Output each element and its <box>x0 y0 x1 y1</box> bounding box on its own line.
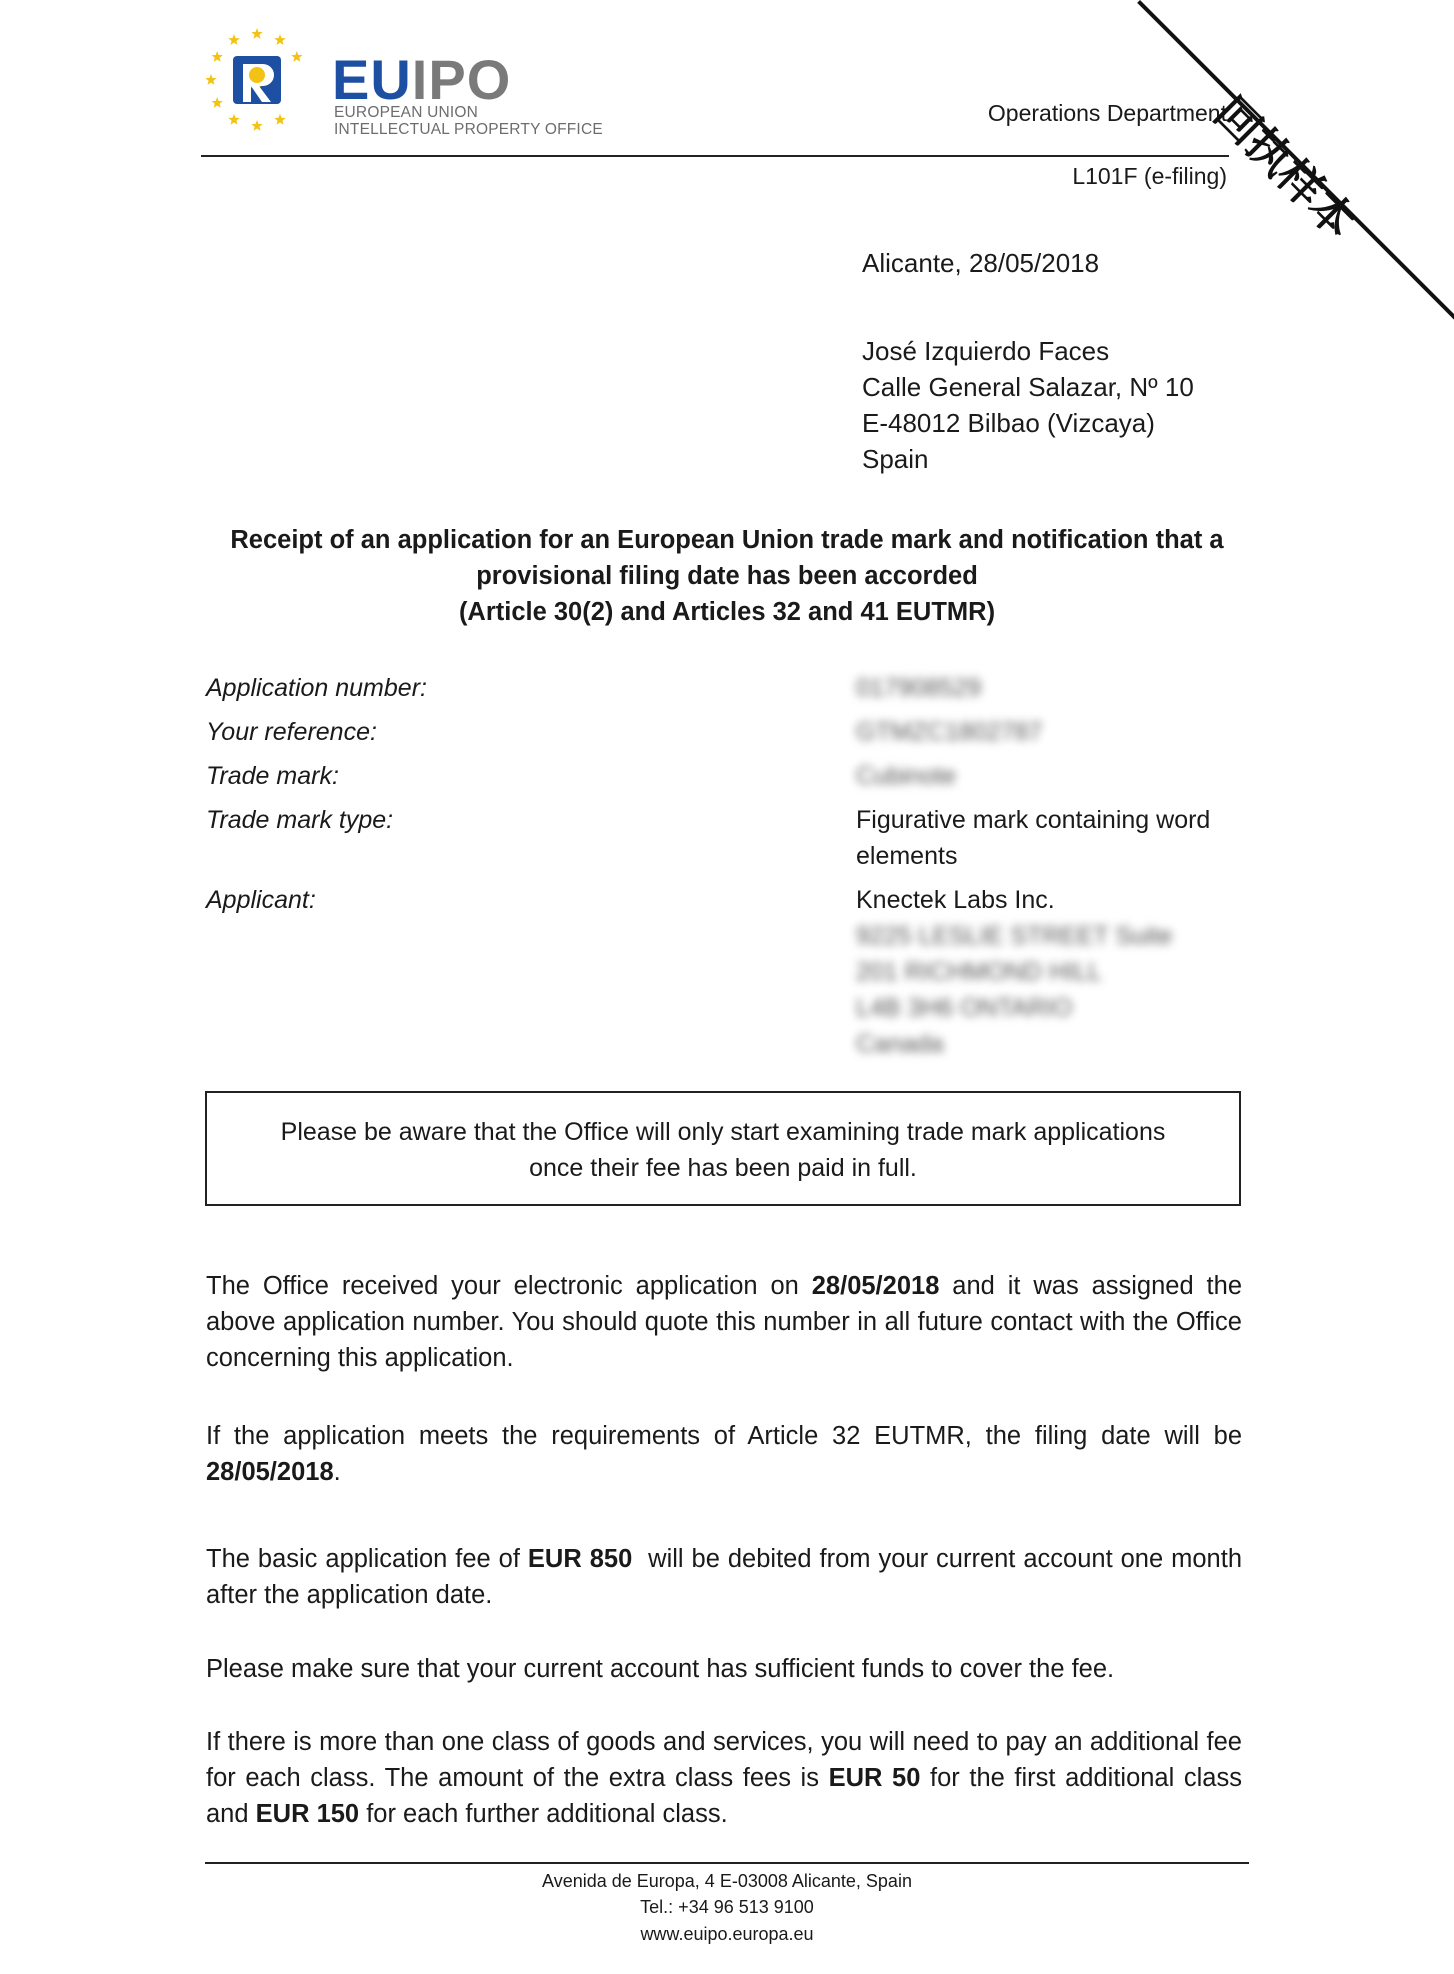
logo-star-icon <box>228 114 239 125</box>
header-divider <box>201 155 1229 157</box>
footer-address: Avenida de Europa, 4 E-03008 Alicante, Spain <box>542 1871 912 1891</box>
applicant-address-line: Canada <box>856 1030 944 1058</box>
addressee-line: Calle General Salazar, Nº 10 <box>862 372 1194 402</box>
paragraph-text: If the application meets the requirements of Article 32 EUTMR, the filing date will be <box>206 1422 1242 1450</box>
logo-star-icon <box>211 51 222 62</box>
logo-subtitle-line2: INTELLECTUAL PROPERTY OFFICE <box>334 121 603 138</box>
logo-subtitle <box>334 104 603 138</box>
paragraph-text: The Office received your electronic application on <box>206 1272 812 1300</box>
logo-circle-icon <box>249 67 265 83</box>
filing-date-paragraph <box>206 1418 1242 1490</box>
paragraph-text: for each further additional class. <box>359 1800 728 1828</box>
your-reference-label: Your reference: <box>206 718 377 746</box>
applicant-name: Knectek Labs Inc. <box>856 886 1055 914</box>
filing-date: 28/05/2018 <box>206 1458 334 1486</box>
logo-star-icon <box>205 74 216 85</box>
letter-date: Alicante, 28/05/2018 <box>862 248 1100 278</box>
paragraph-text: will be debited from your current account one month after the application date. <box>206 1545 1250 1609</box>
first-class-fee: EUR 50 <box>828 1764 921 1792</box>
logo-eu-text: EU <box>332 48 412 111</box>
addressee-line: José Izquierdo Faces <box>862 336 1110 366</box>
logo-star-icon <box>251 120 262 131</box>
trade-mark-type-line: Figurative mark containing word <box>856 806 1211 834</box>
title-line: Receipt of an application for an European Union trade mark and notification that a <box>230 526 1224 554</box>
addressee-line: E-48012 Bilbao (Vizcaya) <box>862 408 1155 438</box>
notice-line: Please be aware that the Office will only start examining trade mark applications <box>280 1118 1166 1146</box>
further-class-fee: EUR 150 <box>255 1800 360 1828</box>
notice-line: once their fee has been paid in full. <box>529 1154 917 1182</box>
applicant-label: Applicant: <box>206 886 316 914</box>
trade-mark-value: Cubinote <box>856 762 957 790</box>
logo-star-icon <box>211 97 222 108</box>
trade-mark-label: Trade mark: <box>206 762 339 790</box>
euipo-logo-icon <box>203 24 315 136</box>
receipt-paragraph <box>206 1268 1242 1376</box>
paragraph-text: and it was assigned the above application number. You should quote this number in all future contact with the Office concerning this application. <box>206 1272 1243 1372</box>
form-code: L101F (e-filing) <box>1072 163 1227 189</box>
receipt-date: 28/05/2018 <box>811 1272 940 1300</box>
logo-star-icon <box>228 34 239 45</box>
logo-star-icon <box>274 114 285 125</box>
logo-star-icon <box>251 28 262 39</box>
footer-phone: Tel.: +34 96 513 9100 <box>640 1897 814 1917</box>
class-fee-paragraph <box>206 1724 1242 1832</box>
document-title <box>210 522 1244 630</box>
fee-paragraph <box>206 1541 1250 1613</box>
paragraph-text: If there is more than one class of goods and services, you will need to pay an additional fee for each class. The amount of the extra class fees is <box>206 1728 1242 1792</box>
department-name: Operations Department <box>987 100 1227 126</box>
trade-mark-type-line: elements <box>856 842 958 870</box>
basic-fee-amount: EUR 850 <box>527 1545 633 1573</box>
paragraph-text: for the first additional class and <box>206 1764 1242 1828</box>
addressee-block <box>862 333 1194 477</box>
applicant-address-line: L4B 3H6 ONTARIO <box>856 994 1073 1022</box>
logo-subtitle-line1: EUROPEAN UNION <box>334 104 479 121</box>
applicant-block <box>856 882 1172 1062</box>
addressee-line: Spain <box>862 444 929 474</box>
applicant-address-line: 201 RICHMOND HILL <box>856 958 1102 986</box>
funds-paragraph: Please make sure that your current account has sufficient funds to cover the fee. <box>206 1655 1115 1683</box>
your-reference-value: GTMZC1802787 <box>856 718 1043 746</box>
logo-wordmark <box>332 48 512 111</box>
logo-star-icon <box>291 51 302 62</box>
footer-website: www.euipo.europa.eu <box>640 1924 814 1944</box>
title-line: (Article 30(2) and Articles 32 and 41 EUTMR) <box>458 598 996 626</box>
title-line: provisional filing date has been accorded <box>476 562 978 590</box>
applicant-address-line: 9225 LESLIE STREET Suite <box>856 922 1173 950</box>
fee-notice-box <box>205 1091 1241 1206</box>
logo-star-icon <box>274 34 285 45</box>
logo-ipo-text: IPO <box>411 48 512 111</box>
stamp-text: 回执样本 <box>1204 87 1365 249</box>
trade-mark-type-label: Trade mark type: <box>206 806 394 834</box>
application-number-label: Application number: <box>206 674 427 702</box>
footer-divider <box>205 1862 1249 1864</box>
paragraph-text: The basic application fee of <box>206 1545 528 1573</box>
paragraph-text: . <box>333 1458 341 1486</box>
trade-mark-type-value <box>856 802 1210 874</box>
application-number-value: 017908529 <box>856 674 982 702</box>
